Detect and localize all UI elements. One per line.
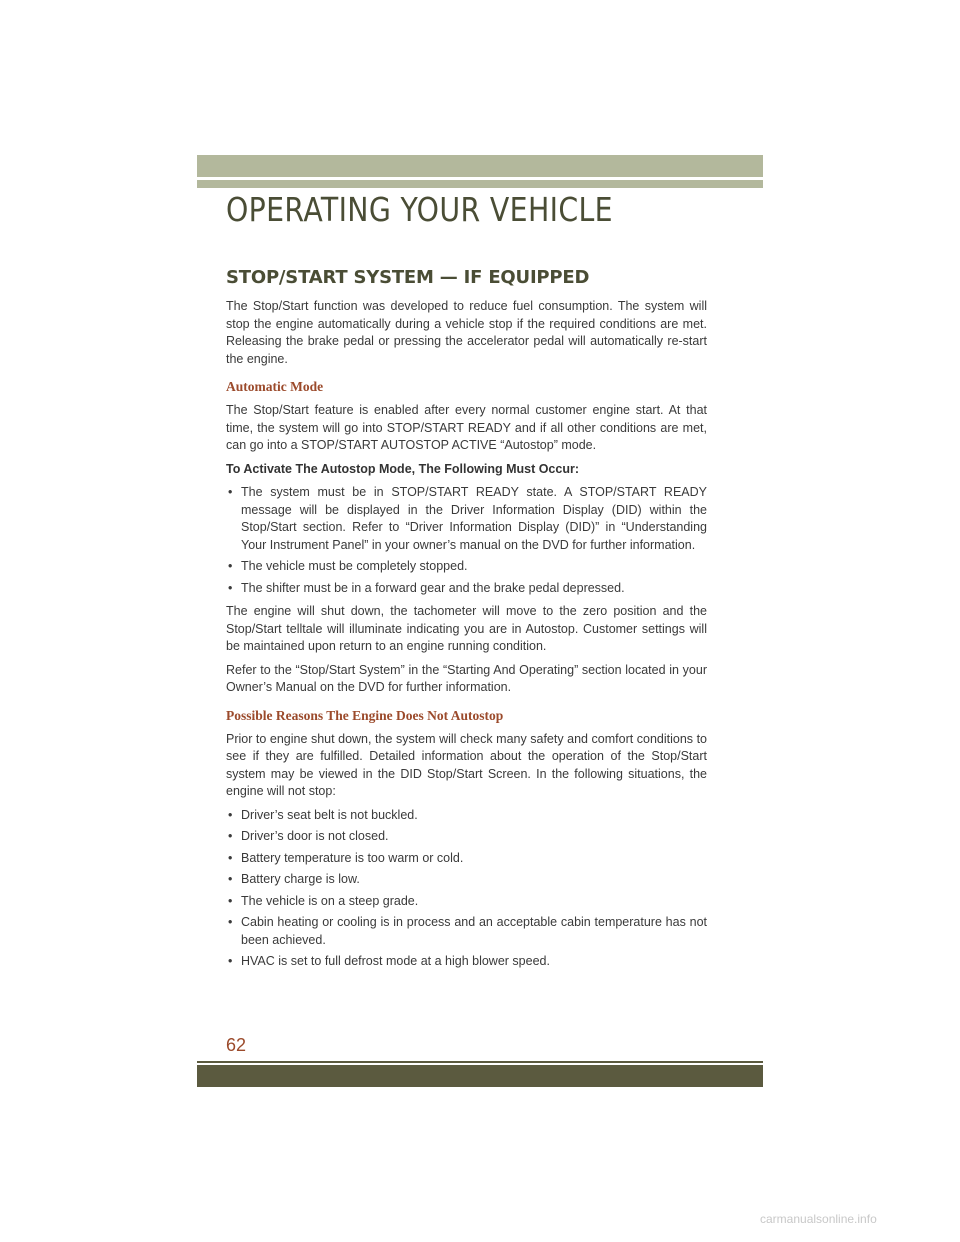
list-item: • Driver’s seat belt is not buckled.: [226, 807, 707, 825]
not-autostop-heading: Possible Reasons The Engine Does Not Autostop: [226, 707, 504, 723]
automatic-mode-text: The Stop/Start feature is enabled after every normal customer engine start. At that time, the system will go into STOP/START READY and if all other conditions are met, can go into a STOP/START AUTOSTOP ACTIVE “Autostop” mode.: [226, 403, 707, 452]
list-item: • The vehicle must be completely stopped.: [226, 558, 707, 576]
list-item: • The shifter must be in a forward gear and the brake pedal depressed.: [226, 580, 707, 598]
shutdown-paragraph: The engine will shut down, the tachometer will move to the zero position and the Stop/Start telltale will illuminate indicating you are in Autostop. Customer settings will be maintained upon return to an engine running condition.: [226, 604, 707, 653]
list-item: • Driver’s door is not closed.: [226, 828, 707, 846]
header-band: [197, 155, 763, 177]
not-autostop-list: [226, 807, 707, 971]
footer-line: [197, 1061, 763, 1063]
footer-band: [197, 1065, 763, 1087]
list-item: • Battery temperature is too warm or cold.: [226, 850, 707, 868]
list-item: • The system must be in STOP/START READY state. A STOP/START READY message will be displayed in the Driver Information Display (DID) within the Stop/Start section. Refer to “Driver Information Display (DID)” in “Understanding Your Instrument Panel” in your owner’s manual on the DVD for further information.: [226, 484, 707, 554]
list-item: • Cabin heating or cooling is in process and an acceptable cabin temperature has not been achieved.: [226, 914, 707, 949]
list-item: • Battery charge is low.: [226, 871, 707, 889]
intro-paragraph: The Stop/Start function was developed to reduce fuel consumption. The system will stop the engine automatically during a vehicle stop if the required conditions are met. Releasing the brake pedal or pressing the accelerator pedal will automatically re-start the engine.: [226, 299, 707, 366]
activate-list: [226, 484, 707, 597]
header-band-stripe: [197, 180, 763, 188]
not-autostop-text: Prior to engine shut down, the system will check many safety and comfort conditions to see if they are fulfilled. Detailed information about the operation of the Stop/Start system may be viewed in the DID Stop/Start Screen. In the following situations, the engine will not stop:: [226, 731, 707, 798]
list-item: • The vehicle is on a steep grade.: [226, 893, 707, 911]
main-heading: STOP/START SYSTEM — IF EQUIPPED: [226, 267, 590, 288]
section-title: OPERATING YOUR VEHICLE: [226, 190, 613, 229]
activate-lead: To Activate The Autostop Mode, The Following Must Occur:: [226, 461, 580, 476]
watermark: carmanualsonline.info: [760, 1212, 877, 1226]
automatic-mode-heading: Automatic Mode: [226, 379, 324, 394]
list-item: • HVAC is set to full defrost mode at a high blower speed.: [226, 953, 707, 971]
refer-paragraph: Refer to the “Stop/Start System” in the “Starting And Operating” section located in your Owner’s Manual on the DVD for further information.: [226, 662, 707, 694]
page-content: [226, 264, 707, 977]
page-number: 62: [226, 1035, 247, 1055]
